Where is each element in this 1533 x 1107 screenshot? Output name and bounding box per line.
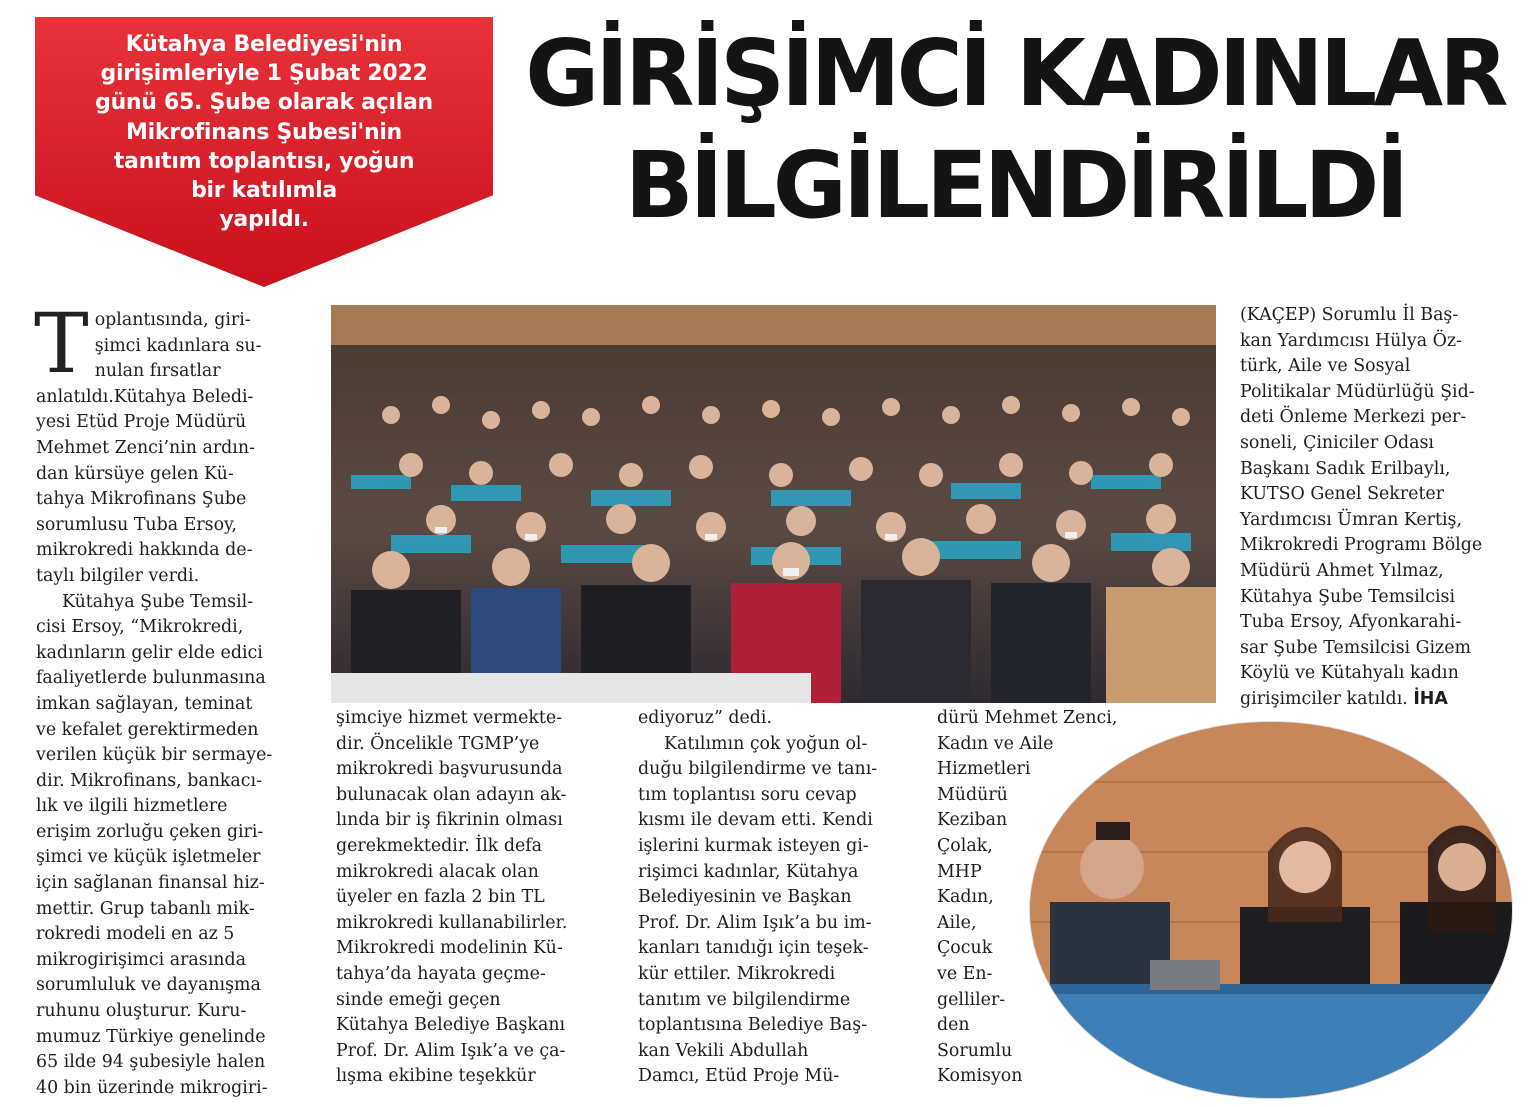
article-line: duğu bilgilendirme ve tanı-: [638, 759, 878, 780]
article-line: Mikrokredi modelinin Kü-: [336, 938, 563, 959]
article-line: Çolak,: [937, 835, 993, 856]
article-line: rişimci kadınlar, Kütahya: [638, 861, 859, 882]
callout-line: Mikrofinans Şubesi'nin: [126, 119, 402, 145]
article-line: şimci ve küçük işletmeler: [36, 847, 261, 868]
article-line: dürü Mehmet Zenci,: [937, 708, 1118, 728]
article-line: Müdürü Ahmet Yılmaz,: [1240, 560, 1444, 581]
article-line: Komisyon: [937, 1066, 1023, 1087]
article-closing-text: girişimciler katıldı.: [1240, 688, 1408, 709]
article-line: kan Yardımcısı Hülya Öz-: [1240, 330, 1462, 351]
article-line: Kütahya Şube Temsilcisi: [1240, 586, 1456, 607]
article-line: soneli, Çiniciler Odası: [1240, 432, 1434, 453]
article-line: ve En-: [937, 963, 993, 984]
article-line: Keziban: [937, 810, 1008, 831]
article-line: lık ve ilgili hizmetlere: [36, 796, 228, 817]
article-line: Kütahya Şube Temsil-: [62, 591, 254, 612]
article-line: kadınların gelir elde edici: [36, 642, 263, 663]
headline: [515, 18, 1515, 242]
article-line: mikrokredi başvurusunda: [336, 759, 563, 780]
agency-credit: İHA: [1413, 688, 1448, 709]
article-line: Sorumlu: [937, 1040, 1013, 1061]
article-line: kanları tanıdığı için teşek-: [638, 938, 869, 959]
article-line: cisi Ersoy, “Mikrokredi,: [36, 617, 244, 638]
article-line: lışma ekibine teşekkür: [336, 1066, 536, 1087]
article-line: Aile,: [937, 912, 977, 933]
article-line: Prof. Dr. Alim Işık’a ve ça-: [336, 1040, 566, 1061]
callout-text: [74, 30, 454, 234]
article-line: Kadın,: [937, 887, 994, 908]
drop-cap: T: [34, 297, 89, 392]
article-line: mettir. Grup tabanlı mik-: [36, 898, 255, 919]
article-line: imkan sağlayan, teminat: [36, 693, 253, 714]
article-line: kısmı ile devam etti. Kendi: [638, 810, 873, 831]
article-line-final: [1240, 687, 1510, 713]
article-column-5: [1240, 303, 1510, 713]
callout-line: bir katılımla: [191, 178, 337, 204]
callout-line: Kütahya Belediyesi'nin: [125, 32, 403, 57]
article-line: Kütahya Belediye Başkanı: [336, 1015, 566, 1036]
article-column-3: [638, 706, 910, 1090]
article-line: mikrokredi kullanabilirler.: [336, 912, 568, 933]
article-line: şimciye hizmet vermekte-: [336, 708, 563, 728]
article-line: sinde emeği geçen: [336, 989, 501, 1010]
article-line: (KAÇEP) Sorumlu İl Baş-: [1240, 305, 1459, 325]
article-line: dan kürsüye gelen Kü-: [36, 463, 234, 484]
headline-line-1: GİRİŞİMCİ KADINLAR: [525, 20, 1505, 127]
callout-line: girişimleriyle 1 Şubat 2022: [100, 61, 428, 87]
article-line: MHP: [937, 861, 982, 882]
article-line: tanıtım ve bilgilendirme: [638, 989, 851, 1010]
article-line: Müdürü: [937, 784, 1008, 805]
article-line: ediyoruz” dedi.: [638, 708, 773, 728]
article-line: Hizmetleri: [937, 759, 1031, 780]
article-line: mumuz Türkiye genelinde: [36, 1026, 266, 1047]
article-line: Prof. Dr. Alim Işık’a bu im-: [638, 912, 872, 933]
article-line: tahya’da hayata geçme-: [336, 963, 546, 984]
article-line: Yardımcısı Ümran Kertiş,: [1240, 509, 1463, 530]
article-column-1: [34, 297, 308, 1101]
panel-speakers-photo: [1029, 721, 1513, 1099]
article-line: mikrokredi hakkında de-: [36, 540, 253, 561]
panel-speakers-illustration: [1030, 722, 1513, 1099]
article-line: faaliyetlerde bulunmasına: [36, 668, 266, 689]
article-line: Katılımın çok yoğun ol-: [664, 733, 868, 754]
article-line: şimci kadınlara su-: [94, 335, 262, 356]
article-line: Başkanı Sadık Erilbaylı,: [1240, 458, 1451, 479]
article-line: için sağlanan finansal hiz-: [36, 873, 265, 894]
article-line: Damcı, Etüd Proje Mü-: [638, 1066, 840, 1087]
headline-line-2: BİLGİLENDİRİLDİ: [624, 132, 1406, 239]
article-line: lında bir iş fikrinin olması: [336, 810, 563, 831]
article-line: rokredi modeli en az 5: [36, 924, 235, 945]
article-line: tahya Mikrofinans Şube: [36, 489, 247, 510]
article-line: Çocuk: [937, 938, 993, 959]
article-line: yesi Etüd Proje Müdürü: [36, 412, 247, 433]
article-line: erişim zorluğu çeken giri-: [36, 821, 264, 842]
article-line: Politikalar Müdürlüğü Şid-: [1240, 381, 1475, 402]
article-line: ruhunu oluşturur. Kuru-: [36, 1001, 247, 1022]
article-line: 40 bin üzerinde mikrogiri-: [36, 1077, 268, 1098]
article-line: ve kefalet gerektirmeden: [36, 719, 259, 740]
article-line: deti Önleme Merkezi per-: [1240, 407, 1467, 428]
article-line: sorumluluk ve dayanışma: [36, 975, 261, 996]
article-line: Tuba Ersoy, Afyonkarahi-: [1240, 612, 1462, 633]
audience-photo: [331, 305, 1216, 703]
article-line: gelliler-: [937, 989, 1006, 1010]
article-line: 65 ilde 94 şubesiyle halen: [36, 1052, 266, 1073]
callout-line: yapıldı.: [219, 207, 309, 233]
article-line: üyeler en fazla 2 bin TL: [336, 887, 545, 908]
article-line: Kadın ve Aile: [937, 733, 1054, 754]
article-line: sar Şube Temsilcisi Gizem: [1240, 637, 1471, 658]
article-line: sorumlusu Tuba Ersoy,: [36, 514, 238, 535]
article-column-2: [336, 706, 612, 1090]
article-line: bulunacak olan adayın ak-: [336, 784, 567, 805]
audience-photo-illustration: [331, 305, 1216, 703]
article-line: Belediyesinin ve Başkan: [638, 887, 852, 908]
article-line: kan Vekili Abdullah: [638, 1040, 809, 1061]
article-line: türk, Aile ve Sosyal: [1240, 356, 1411, 377]
article-line: toplantısına Belediye Baş-: [638, 1015, 868, 1036]
callout-line: günü 65. Şube olarak açılan: [95, 90, 433, 116]
article-line: verilen küçük bir sermaye-: [36, 745, 273, 766]
article-line: mikrokredi alacak olan: [336, 861, 539, 882]
article-line: nulan fırsatlar: [94, 361, 221, 382]
article-line: işlerini kurmak isteyen gi-: [638, 835, 869, 856]
article-line: Mikrokredi Programı Bölge: [1240, 535, 1483, 556]
article-line: tım toplantısı soru cevap: [638, 784, 857, 805]
article-line: dir. Öncelikle TGMP’ye: [336, 733, 540, 754]
article-line: KUTSO Genel Sekreter: [1240, 484, 1445, 505]
article-line: Mehmet Zenci’nin ardın-: [36, 437, 255, 458]
article-line: oplantısında, giri-: [94, 310, 251, 330]
article-line: Köylü ve Kütahyalı kadın: [1240, 663, 1459, 684]
article-line: den: [937, 1015, 970, 1036]
article-line: gerekmektedir. İlk defa: [336, 835, 543, 856]
article-line: mikrogirişimci arasında: [36, 949, 246, 970]
callout-line: tanıtım toplantısı, yoğun: [113, 148, 415, 174]
article-line: taylı bilgiler verdi.: [36, 565, 200, 586]
article-line: anlatıldı.Kütahya Beledi-: [36, 386, 254, 407]
article-line: dir. Mikrofinans, bankacı-: [36, 770, 262, 791]
article-line: kür ettiler. Mikrokredi: [638, 963, 836, 984]
